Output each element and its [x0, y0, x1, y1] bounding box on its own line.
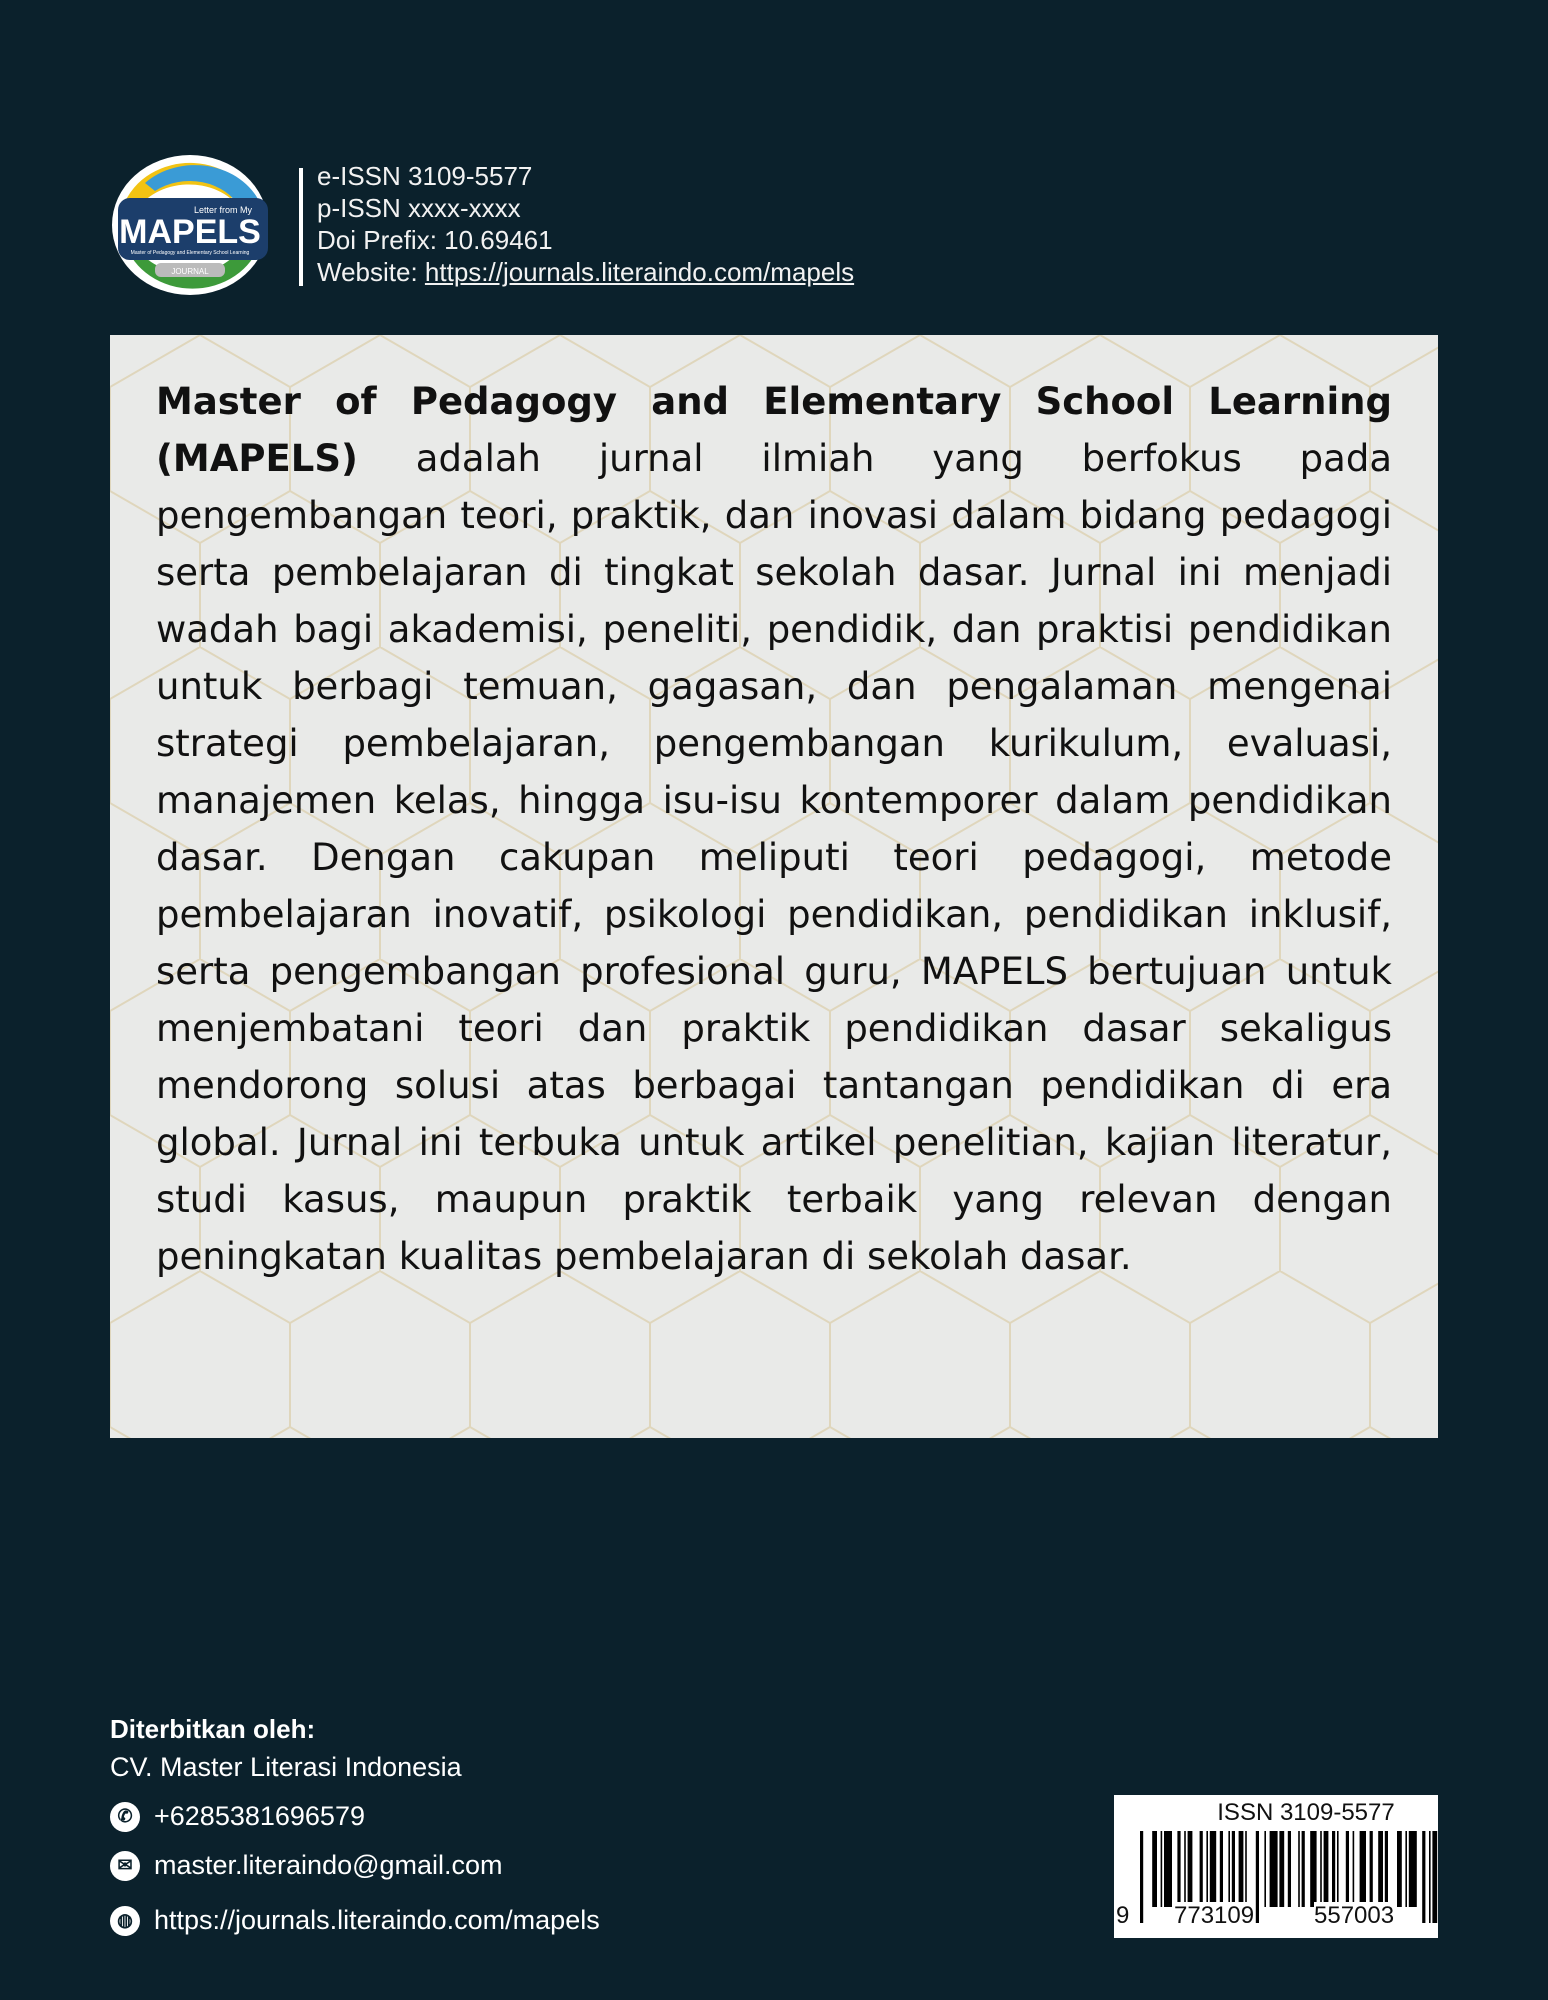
barcode-bar [1385, 1831, 1388, 1907]
barcode-bar [1324, 1831, 1329, 1907]
website-line [317, 256, 854, 288]
description-body: adalah jurnal ilmiah yang berfokus pada pengembangan teori, praktik, dan inovasi dalam bidang pedagogi serta pembelajaran di tingkat sekolah dasar. Jurnal ini menjadi wadah bagi akademisi, peneliti, pendidik, dan praktisi pendidikan untuk berbagi temuan, gagasan, dan pengalaman mengenai strategi pembelajaran, pengembangan kurikulum, evaluasi, manajemen kelas, hingga isu-isu kontemporer dalam pendidikan dasar. Dengan cakupan meliputi teori pedagogi, metode pembelajaran inovatif, psikologi pendidikan, pendidikan inklusif, serta pengembangan profesional guru, MAPELS bertujuan untuk menjembatani teori dan praktik pendidikan dasar sekaligus mendorong solusi atas berbagai tantangan pendidikan di era global. Jurnal ini terbuka untuk artikel penelitian, kajian literatur, studi kasus, maupun praktik terbaik yang relevan dengan peningkatan kualitas pembelajaran di sekolah dasar. [156, 437, 1392, 1278]
barcode-digit-1: 9 [1116, 1902, 1130, 1929]
barcode-bar [1302, 1831, 1305, 1907]
web-link[interactable]: https://journals.literaindo.com/mapels [154, 1905, 600, 1935]
barcode-bar [1360, 1831, 1366, 1907]
barcode-bar [1370, 1831, 1373, 1907]
divider [299, 168, 303, 286]
barcode-bar [1161, 1831, 1163, 1907]
barcode-bar [1177, 1831, 1180, 1907]
svg-text:MAPELS: MAPELS [119, 213, 261, 251]
barcode-bar [1232, 1831, 1235, 1907]
barcode-bar [1310, 1831, 1316, 1907]
eissn: e-ISSN 3109-5577 [317, 161, 533, 191]
barcode-bar [1288, 1831, 1291, 1907]
barcode-bar [1405, 1831, 1407, 1907]
website-link[interactable]: https://journals.literaindo.com/mapels [424, 257, 855, 287]
journal-meta [317, 160, 854, 288]
barcode-bar [1397, 1831, 1402, 1907]
barcode-bar [1332, 1831, 1335, 1907]
barcode-bar [1220, 1831, 1223, 1907]
barcode-bar [1239, 1831, 1244, 1907]
svg-text:Letter from My: Letter from My [193, 205, 253, 215]
doi-prefix: Doi Prefix: 10.69461 [317, 225, 553, 255]
phone-icon: ✆ [110, 1802, 140, 1832]
barcode-bar [1188, 1831, 1193, 1907]
globe-icon: ◍ [110, 1906, 140, 1936]
journal-full-name: Master of Pedagogy and Elementary School Learning (MAPELS) [156, 380, 1392, 480]
barcode-bar [1270, 1831, 1278, 1907]
email-address[interactable]: master.literaindo@gmail.com [154, 1850, 503, 1880]
barcode-bar [1184, 1831, 1186, 1907]
barcode-bar [1429, 1831, 1431, 1923]
barcode-bar [1346, 1831, 1349, 1907]
barcode-bar [1378, 1831, 1383, 1907]
barcode-bar [1320, 1831, 1322, 1907]
barcode-digits-3: 557003 [1314, 1902, 1395, 1929]
barcode-bar [1298, 1831, 1300, 1907]
barcode-bar [1409, 1831, 1417, 1907]
barcode-bar [1264, 1831, 1266, 1907]
barcode-bar [1245, 1831, 1247, 1907]
barcode-bar [1140, 1831, 1143, 1923]
journal-description [156, 373, 1392, 1285]
web-row [110, 1905, 600, 1936]
barcode-issn: ISSN 3109-5577 [1217, 1799, 1395, 1826]
website-label: Website: [317, 257, 425, 287]
barcode-bar [1337, 1831, 1339, 1907]
barcode-bar [1200, 1831, 1203, 1907]
email-row [110, 1850, 503, 1881]
svg-text:Master of Pedagogy and Element: Master of Pedagogy and Elementary School Learning [130, 250, 250, 256]
email-icon: ✉ [110, 1851, 140, 1881]
mapels-logo [110, 153, 272, 296]
barcode-bar [1164, 1831, 1172, 1907]
barcode-bar [1228, 1831, 1230, 1907]
pissn: p-ISSN xxxx-xxxx [317, 193, 521, 223]
barcode-bar [1210, 1831, 1216, 1907]
barcode-bar [1152, 1831, 1157, 1907]
svg-text:JOURNAL: JOURNAL [171, 267, 209, 276]
phone-row [110, 1801, 365, 1832]
issn-barcode [1114, 1795, 1438, 1938]
publisher-name: CV. Master Literasi Indonesia [110, 1752, 462, 1782]
phone-number: +6285381696579 [154, 1801, 365, 1831]
barcode-bar [1256, 1831, 1259, 1923]
publisher-label: Diterbitkan oleh: [110, 1714, 316, 1744]
barcode-bar [1432, 1831, 1437, 1923]
barcode-bar [1353, 1831, 1355, 1907]
barcode-bar [1422, 1831, 1425, 1923]
barcode-bar [1206, 1831, 1208, 1907]
description-panel [110, 335, 1438, 1438]
barcode-bar [1279, 1831, 1284, 1907]
barcode-digits-2: 773109 [1174, 1902, 1255, 1929]
